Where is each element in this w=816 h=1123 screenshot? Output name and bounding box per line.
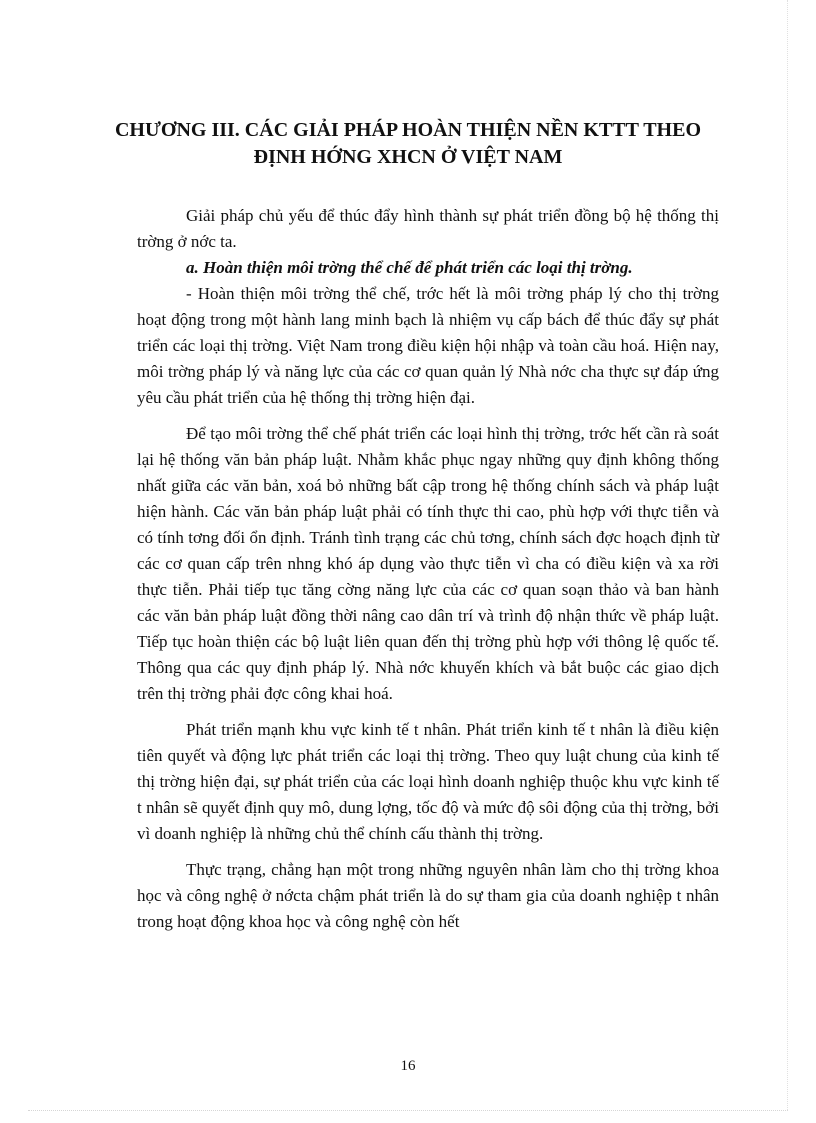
- paragraph-1: - Hoàn thiện môi trờng thể chế, trớc hết là môi trờng pháp lý cho thị trờng hoạt động trong một hành lang minh bạch là nhiệm vụ cấp bách để thúc đẩy sự phát triển các loại thị trờng. Việt Nam trong điều kiện hội nhập và toàn cầu hoá. Hiện nay, môi trờng pháp lý và năng lực của các cơ quan quản lý Nhà nớc cha thực sự đáp ứng yêu cầu phát triển của hệ thống thị trờng hiện đại.: [137, 284, 719, 407]
- page-right-border: [787, 0, 788, 1110]
- section-heading: a. Hoàn thiện môi trờng thể chế để phát triển các loại thị trờng.: [186, 258, 633, 277]
- paragraph-2: Để tạo môi trờng thể chế phát triển các loại hình thị trờng, trớc hết cần rà soát lại hệ thống văn bản pháp luật. Nhằm khắc phục ngay những quy định không thống nhất giữa các văn bản, xoá bỏ những bất cập trong hệ thống chính sách và pháp luật hiện hành. Các văn bản pháp luật phải có tính thực thi cao, phù hợp với thực tiễn và có tính tơng đối ổn định. Tránh tình trạng các chủ tơng, chính sách đợc hoạch định từ các cơ quan cấp trên nhng khó áp dụng vào thực tiễn vì cha có điều kiện và xa rời thực tiễn. Phải tiếp tục tăng cờng năng lực của các cơ quan soạn thảo và ban hành các văn bản pháp luật đồng thời nâng cao dân trí và trình độ nhận thức về pháp luật. Tiếp tục hoàn thiện các bộ luật liên quan đến thị trờng phù hợp với thông lệ quốc tế. Thông qua các quy định pháp lý. Nhà nớc khuyến khích và bắt buộc các giao dịch trên thị trờng phải đợc công khai hoá.: [137, 424, 719, 703]
- chapter-title-line-2: ĐỊNH HỚNG XHCN Ở VIỆT NAM: [253, 146, 563, 168]
- paragraph-3: Phát triển mạnh khu vực kinh tế t nhân. Phát triển kinh tế t nhân là điều kiện tiên quyết và động lực phát triển các loại thị trờng. Theo quy luật chung của kinh tế thị trờng hiện đại, sự phát triển của các loại hình doanh nghiệp thuộc khu vực kinh tế t nhân sẽ quyết định quy mô, dung lợng, tốc độ và mức độ sôi động của thị trờng, bởi vì doanh nghiệp là những chủ thể chính cấu thành thị trờng.: [137, 720, 719, 843]
- chapter-title-line-1: CHƯƠNG III. CÁC GIẢI PHÁP HOÀN THIỆN NỀN KTTT THEO: [114, 119, 702, 141]
- intro-paragraph: Giải pháp chủ yếu để thúc đẩy hình thành sự phát triển đồng bộ hệ thống thị trờng ở nớc ta.: [137, 206, 719, 251]
- page-bottom-border: [28, 1110, 788, 1111]
- paragraph-4: Thực trạng, chẳng hạn một trong những nguyên nhân làm cho thị trờng khoa học và công nghệ ở nớcta chậm phát triển là do sự tham gia của doanh nghiệp t nhân trong hoạt động khoa học và công nghệ còn hết: [137, 860, 719, 931]
- body-text: [137, 203, 719, 935]
- page-number: 16: [400, 1058, 416, 1074]
